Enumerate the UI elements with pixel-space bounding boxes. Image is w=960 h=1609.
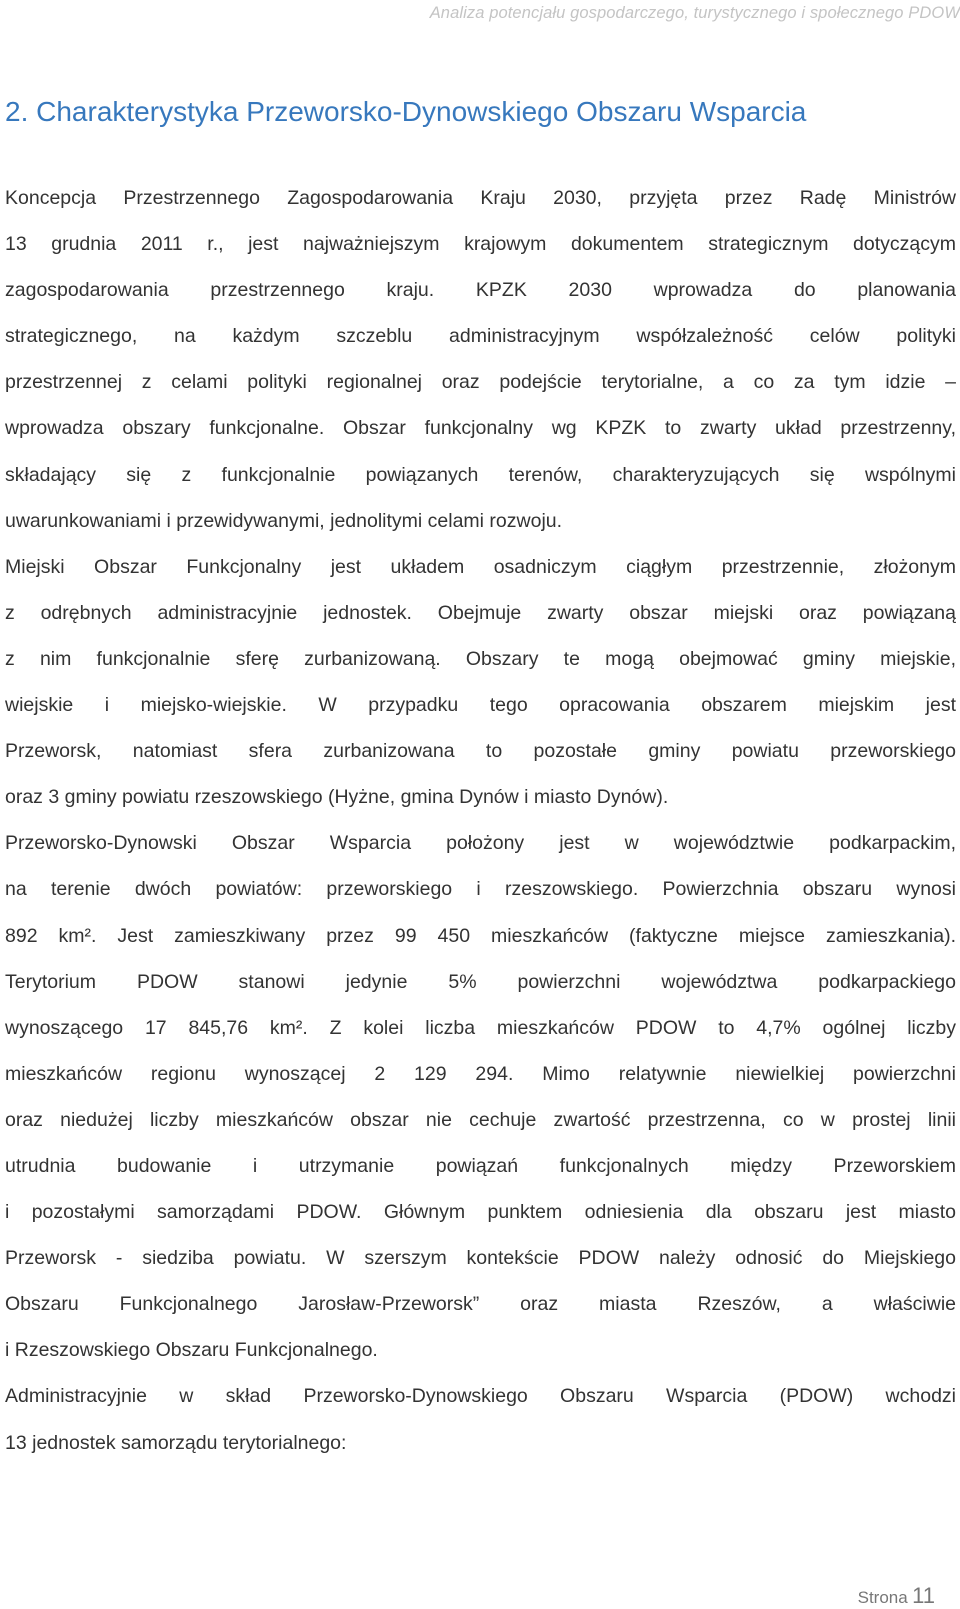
text-fragment: . Z kolei liczba mieszkańców PDOW to 4,7% ogólnej liczby <box>302 1016 956 1039</box>
text-fragment: . Jest zamieszkiwany przez 99 450 mieszkańców (faktyczne miejsce zamieszkania). <box>91 924 956 947</box>
text-line: Miejski Obszar Funkcjonalny jest układem osadniczym ciągłym przestrzennie, złożonym <box>5 555 956 578</box>
paragraph-admin <box>5 1373 956 1465</box>
section-title: 2. Charakterystyka Przeworsko-Dynowskiego Obszaru Wsparcia <box>5 96 807 127</box>
text-line: i Rzeszowskiego Obszaru Funkcjonalnego. <box>5 1339 378 1362</box>
text-line: na terenie dwóch powiatów: przeworskiego i rzeszowskiego. Powierzchnia obszaru wynosi <box>5 878 956 901</box>
body-text <box>5 175 956 1466</box>
text-line: wiejskie i miejsko-wiejskie. W przypadku tego opracowania obszarem miejskim jest <box>5 694 956 717</box>
text-line: uwarunkowaniami i przewidywanymi, jednolitymi celami rozwoju. <box>5 509 563 532</box>
paragraph-pdow <box>5 820 956 1373</box>
text-line: z nim funkcjonalnie sferę zurbanizowaną. Obszary te mogą obejmować gminy miejskie, <box>5 647 956 670</box>
running-header: Analiza potencjału gospodarczego, turystycznego i społecznego PDOW <box>429 4 960 22</box>
text-line: 13 grudnia 2011 r., jest najważniejszym krajowym dokumentem strategicznym dotyczącym <box>5 233 956 256</box>
text-line: utrudnia budowanie i utrzymanie powiązań funkcjonalnych między Przeworskiem <box>5 1154 956 1177</box>
text-line: Przeworsk - siedziba powiatu. W szerszym kontekście PDOW należy odnosić do Miejskiego <box>5 1247 956 1270</box>
area-value: wynoszącego 17 845,76 km² <box>5 1016 303 1039</box>
text-line: 13 jednostek samorządu terytorialnego: <box>5 1431 347 1454</box>
text-line: oraz 3 gminy powiatu rzeszowskiego (Hyżne, gmina Dynów i miasto Dynów). <box>5 786 669 809</box>
text-line: przestrzennej z celami polityki regionalnej oraz podejście terytorialne, a co za tym idzie – <box>5 371 956 394</box>
text-line: składający się z funkcjonalnie powiązanych terenów, charakteryzujących się wspólnymi <box>5 463 956 486</box>
paragraph-kpzk <box>5 175 956 544</box>
text-line: mieszkańców regionu wynoszącej 2 129 294. Mimo relatywnie niewielkiej powierzchni <box>5 1062 956 1085</box>
text-line: i pozostałymi samorządami PDOW. Głównym punktem odniesienia dla obszaru jest miasto <box>5 1201 956 1224</box>
text-line: strategicznego, na każdym szczeblu administracyjnym współzależność celów polityki <box>5 325 956 348</box>
page-footer <box>858 1583 935 1609</box>
text-line: Obszaru Funkcjonalnego Jarosław-Przeworsk” oraz miasta Rzeszów, a właściwie <box>5 1293 956 1316</box>
text-line <box>5 913 956 959</box>
text-line: Przeworsk, natomiast sfera zurbanizowana to pozostałe gminy powiatu przeworskiego <box>5 740 956 763</box>
text-line: Koncepcja Przestrzennego Zagospodarowania Kraju 2030, przyjęta przez Radę Ministrów <box>5 187 956 209</box>
page-label: Strona <box>857 1588 908 1607</box>
text-line: zagospodarowania przestrzennego kraju. KPZK 2030 wprowadza do planowania <box>5 279 956 302</box>
text-line: Terytorium PDOW stanowi jedynie 5% powierzchni województwa podkarpackiego <box>5 970 956 993</box>
paragraph-mof <box>5 544 956 821</box>
page-number: 11 <box>912 1583 935 1608</box>
text-line: z odrębnych administracyjnie jednostek. Obejmuje zwarty obszar miejski oraz powiązaną <box>5 601 956 624</box>
area-value: 892 km² <box>5 924 91 947</box>
text-line: Administracyjnie w skład Przeworsko-Dynowskiego Obszaru Wsparcia (PDOW) wchodzi <box>5 1385 956 1408</box>
text-line: wprowadza obszary funkcjonalne. Obszar funkcjonalny wg KPZK to zwarty układ przestrzenny, <box>5 417 956 440</box>
text-line: oraz niedużej liczby mieszkańców obszar nie cechuje zwartość przestrzenna, co w prostej linii <box>5 1108 956 1131</box>
text-line: Przeworsko-Dynowski Obszar Wsparcia położony jest w województwie podkarpackim, <box>5 832 956 855</box>
text-line <box>5 1005 956 1051</box>
